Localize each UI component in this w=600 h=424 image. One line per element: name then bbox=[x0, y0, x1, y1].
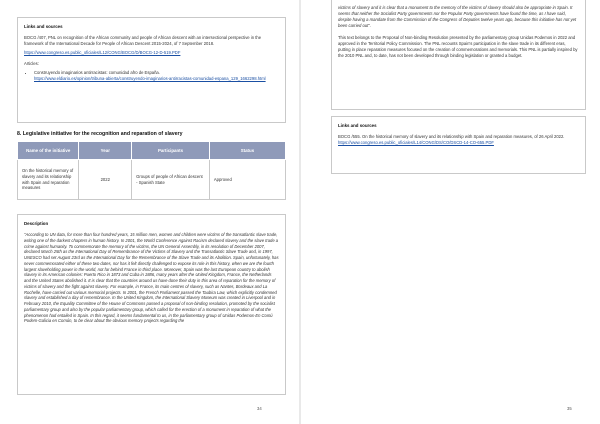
cell-status: Approved bbox=[209, 160, 285, 200]
links-sources-title: Links and sources bbox=[24, 24, 63, 29]
page-number-right: 35 bbox=[567, 406, 572, 411]
bocg-555-link[interactable]: https://www.congreso.es.public_oficiales/L14/CONG/DS/CO/DSCD-14-CO-655.PDF bbox=[338, 139, 494, 145]
header-name: Name of the initiative bbox=[18, 142, 79, 160]
links-sources-box bbox=[17, 17, 286, 123]
initiative-table bbox=[17, 141, 286, 200]
description-continued-box bbox=[331, 0, 586, 110]
pnl-summary-text: This text belongs to the Proposal of Non-binding Resolution presented by the parliamentary group Unidas Podemos in 2022 and approved in the Territorial Policy Commission. The PNL recounts Spain's participation in the slave trade in its different eras, putting in place reparation measures focused on the creation of commemorations and memorials. This PNL is partially inspired by the 2010 PNL and, to date, has not been developed through binding legislation or granted a budget. bbox=[338, 34, 578, 58]
table-header-row bbox=[18, 142, 286, 160]
article-title: Construyendo imaginarios antirracistas: comunidad afro de España. bbox=[34, 69, 160, 75]
header-status: Status bbox=[209, 142, 285, 160]
links-sources-title-right: Links and sources bbox=[338, 123, 377, 128]
articles-list bbox=[30, 70, 279, 82]
description-continued-text: victims of slavery and it is clear that a monument to the memory of the victims of slavery should also be appropriate in Spain. It seems that neither the Socialist Party governments nor the Popular Party governments have found the time, as I have said, despite having a mandate from the Commission of the Congress of Deputies twelve years ago, because this initiative has not yet been carried out". bbox=[338, 5, 577, 28]
right-page bbox=[301, 0, 600, 424]
links-sources-text: BOCG /407, PNL on recognition of the African community and people of African descent with an intersectional perspective in the framework of the International Decade for People of African Descent 2015-2024, of 7 September 2018. bbox=[24, 35, 262, 46]
description-title: Description bbox=[24, 221, 49, 226]
bocg-519-link[interactable]: https://www.congreso.es.public_oficiales/L12/CONG/BOCG/D/BOCG-12-D-519.PDF bbox=[24, 49, 181, 55]
left-page bbox=[0, 0, 299, 424]
links-sources-box-right bbox=[331, 116, 586, 174]
cell-name: On the historical memory of slavery and its relationship with Spain and reparation measures bbox=[18, 160, 79, 200]
list-item bbox=[34, 70, 279, 82]
page-number-left: 34 bbox=[257, 406, 262, 411]
article-link[interactable]: https://www.eldiario.es/opinion/tribuna-abierta/construyendo-imaginarios-antirracistas-comunidad-espana_129_1662298.html bbox=[34, 75, 266, 81]
bocg-555-text: BOCG /555. On the historical memory of slavery and its relationship with Spain and reparation measures, of 26 April 2022. bbox=[338, 134, 565, 139]
table-row bbox=[18, 160, 286, 200]
articles-label: Articles: bbox=[24, 60, 39, 66]
description-text: "According to UN data, for more than four hundred years, 15 million men, women and children were victims of the transatlantic slave trade, writing one of the darkest chapters in human history. In 2001, the World Conference Against Racism declared slavery and the slave trade a crime against humanity. To commemorate the memory of the victims, the UN General Assembly, in its resolution of December 2007, declared March 25th as the International Day of Remembrance of the Victims of Slavery and the Transatlantic Slave Trade and, in 1997, UNESCO had set August 23rd as the International Day for the Remembrance of the Slave Trade and its Abolition. Spain, unfortunately, has never commemorated either of these two dates, nor has it felt directly challenged to expose its role in this history, when we are the fourth largest slaveholding power in the world, not far behind France in third place. Moreover, Spain was the last European country to abolish slavery in its American colonies: Puerto Rico in 1873 and Cuba in 1886, many years after the United Kingdom, France, the Netherlands and the United States abolished it. It is clear that the countries around us have done their duty in this area of reparation for the memory of victims of slavery and the fight against slavery. For example, in France, its main centres of slavery, such as Nantes, Bordeaux and La Rochelle, have carried out various memorial projects. In 2001, the French Parliament passed the Taubira Law, which explicitly condemned slavery and established a day of remembrance. In the United Kingdom, the International Slavery Museum was created in Liverpool and in February 2010, the Equality Committee of the House of Commons passed a proposal of non-binding resolution, promoted by the socialist parliamentary group and also by the popular parliamentary group, which called for the erection of a monument in reparation of what the phenomenon had entailed in Spain. In this regard, it seems fundamental to us, in the parliamentary group of Unidas Podemos-En Comú Podem-Galicia en Común, to be clear about the obvious memory projects regarding the bbox=[24, 232, 279, 324]
header-participants: Participants bbox=[132, 142, 210, 160]
section-title: 8. Legislative initiative for the recognition and reparation of slavery bbox=[17, 131, 183, 137]
cell-year: 2022 bbox=[79, 160, 132, 200]
description-box bbox=[17, 214, 286, 395]
header-year: Year bbox=[79, 142, 132, 160]
cell-participants: Groups of people of African descent - Spanish State bbox=[132, 160, 210, 200]
